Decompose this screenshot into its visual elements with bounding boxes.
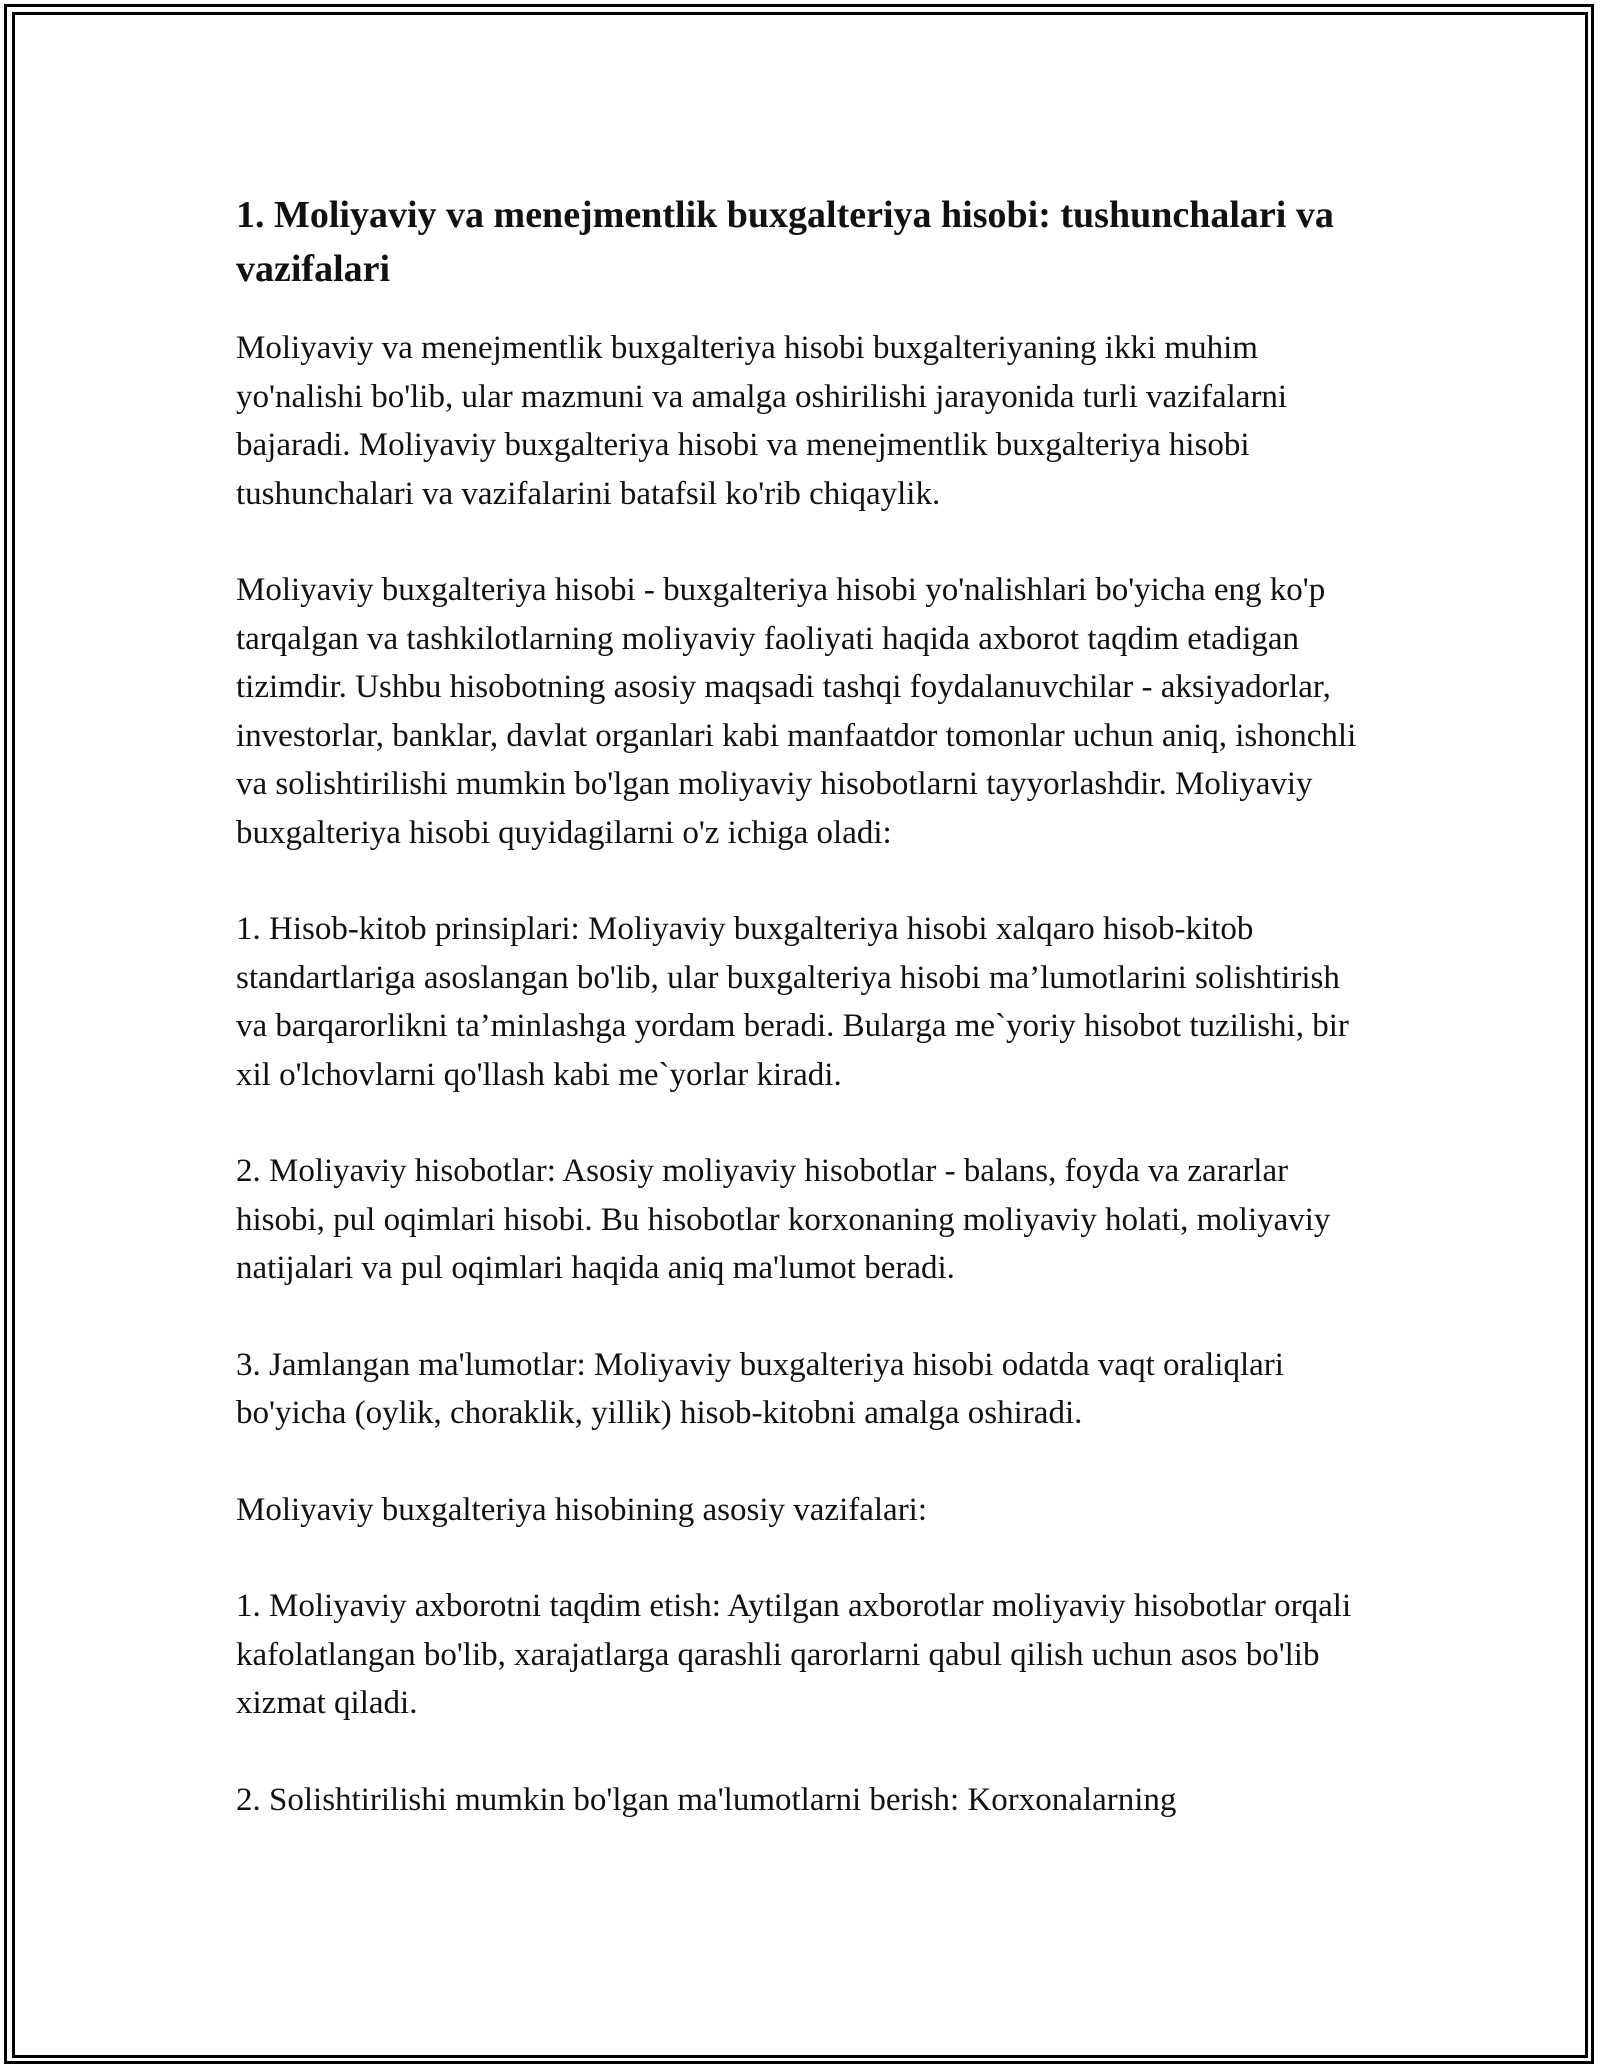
paragraph-intro: Moliyaviy va menejmentlik buxgalteriya hisobi buxgalteriyaning ikki muhim yo'nalishi bo'lib, ular mazmuni va amalga oshirilishi jarayonida turli vazifalarni bajaradi. Moliyaviy buxgalteriya hisobi va menejmentlik buxgalteriya hisobi tushunchalari va vazifalarini batafsil ko'rib chiqaylik. — [236, 330, 1288, 512]
document-title: 1. Moliyaviy va menejmentlik buxgalteriya hisobi: tushunchalari va vazifalari — [236, 194, 1334, 290]
paragraph-financial-accounting: Moliyaviy buxgalteriya hisobi - buxgalteriya hisobi yo'nalishlari bo'yicha eng ko'p tarqalgan va tashkilotlarning moliyaviy faoliyati haqida axborot taqdim etadigan tizimdir. Ushbu hisobotning asosiy maqsadi tashqi foydalanuvchilar - aksiyadorlar, investorlar, banklar, davlat organlari kabi manfaatdor tomonlar uchun aniq, ishonchli va solishtirilishi mumkin bo'lgan moliyaviy hisobotlarni tayyorlashdir. Moliyaviy buxgalteriya hisobi quyidagilarni o'z ichiga oladi: — [236, 572, 1357, 851]
list-item-aggregated-data: 3. Jamlangan ma'lumotlar: Moliyaviy buxgalteriya hisobi odatda vaqt oraliqlari bo'yicha (oylik, choraklik, yillik) hisob-kitobni amalga oshiradi. — [236, 1346, 1284, 1431]
document-page — [236, 188, 1376, 1824]
list-item-accounting-principles: 1. Hisob-kitob prinsiplari: Moliyaviy buxgalteriya hisobi xalqaro hisob-kitob standartlariga asoslangan bo'lib, ular buxgalteriya hisobi ma’lumotlarini solishtirish va barqarorlikni ta’minlashga yordam beradi. Bularga me`yoriy hisobot tuzilishi, bir xil o'lchovlarni qo'llash kabi me`yorlar kiradi. — [236, 911, 1349, 1093]
list-item-providing-information: 1. Moliyaviy axborotni taqdim etish: Aytilgan axborotlar moliyaviy hisobotlar orqali kafolatlangan bo'lib, xarajatlarga qarashli qarorlarni qabul qilish uchun asos bo'lib xizmat qiladi. — [236, 1588, 1352, 1721]
list-item-comparable-data: 2. Solishtirilishi mumkin bo'lgan ma'lumotlarni berish: Korxonalarning — [236, 1781, 1177, 1818]
list-item-financial-statements: 2. Moliyaviy hisobotlar: Asosiy moliyaviy hisobotlar - balans, foyda va zararlar hisobi, pul oqimlari hisobi. Bu hisobotlar korxonaning moliyaviy holati, moliyaviy natijalari va pul oqimlari haqida aniq ma'lumot beradi. — [236, 1153, 1331, 1286]
paragraph-main-tasks-heading: Moliyaviy buxgalteriya hisobining asosiy vazifalari: — [236, 1491, 928, 1528]
